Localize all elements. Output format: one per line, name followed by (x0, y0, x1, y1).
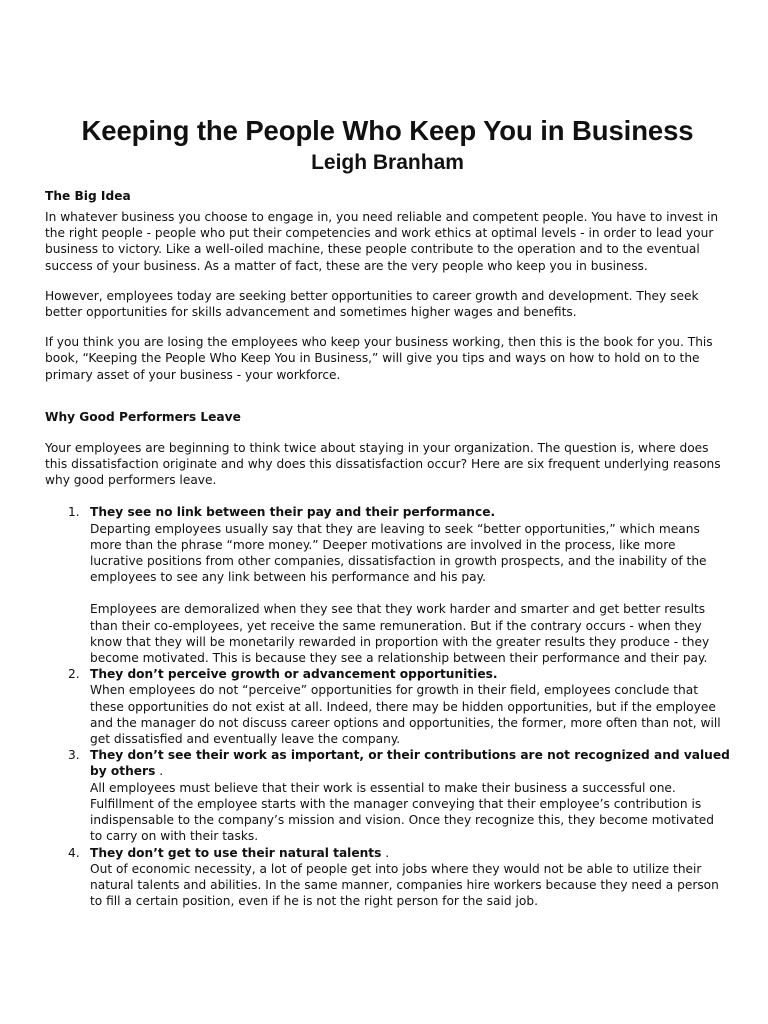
list-item-title-text: They don’t get to use their natural talents (90, 845, 382, 860)
list-item-body: Employees are demoralized when they see that they work harder and smarter and get better results than their co-employees, yet receive the same remuneration. But if the contrary occurs - when they know that they will be monetarily rewarded in proportion with the greater results they produce - they become motivated. This is because they see a relationship between their performance and their pay. (90, 602, 710, 666)
list-item (45, 504, 730, 666)
list-item-title (90, 845, 730, 861)
list-item-body: Out of economic necessity, a lot of people get into jobs where they would not be able to utilize their natural talents and abilities. In the same manner, companies hire workers because they need a person to fill a certain position, even if he is not the right person for the said job. (90, 861, 719, 909)
list-item-number: 4. (68, 845, 80, 860)
list-item-body: All employees must believe that their work is essential to make their business a successful one. Fulfillment of the employee starts with the manager conveying that their employee’s contribution is indispensable to the company’s mission and vision. Once they recognize this, they become motivated to carry on with their tasks. (90, 780, 714, 844)
big-idea-paragraph-1: In whatever business you choose to engage in, you need reliable and competent people. You have to invest in the right people - people who put their competencies and work ethics at optimal levels - in order to lead your business to victory. Like a well-oiled machine, these people contribute to the operation and to the eventual success of your business. As a matter of fact, these are the very people who keep you in business. (45, 210, 719, 273)
list-item-title-suffix: . (381, 845, 390, 860)
list-item-title-text: They don’t see their work as important, or their contributions are not recognized and valued by others (90, 748, 730, 779)
reasons-list (45, 504, 730, 909)
list-item-title-suffix: . (155, 764, 164, 779)
section-heading-big-idea: The Big Idea (45, 189, 131, 203)
document-title: Keeping the People Who Keep You in Business (81, 115, 694, 146)
list-item (45, 666, 730, 747)
big-idea-paragraph-3: If you think you are losing the employees who keep your business working, then this is the book for you. This book, “Keeping the People Who Keep You in Business,” will give you tips and ways on how to hold on to the primary asset of your business - your workforce. (45, 335, 713, 382)
list-item-number: 1. (68, 505, 80, 520)
list-item-body: When employees do not “perceive” opportunities for growth in their field, employees conclude that these opportunities do not exist at all. Indeed, there may be hidden opportunities, but if the employee and the manager do not discuss career options and opportunities, the former, more often than not, will get dissatisfied and eventually leave the company. (90, 683, 721, 747)
document-author: Leigh Branham (311, 151, 464, 174)
list-item-number: 3. (68, 748, 80, 763)
big-idea-paragraph-2: However, employees today are seeking better opportunities to career growth and development. They seek better opportunities for skills advancement and sometimes higher wages and benefits. (45, 288, 699, 320)
list-item-title: They see no link between their pay and their performance. (90, 505, 496, 520)
list-item (45, 845, 730, 910)
document-page (45, 112, 730, 909)
list-item-body: Departing employees usually say that they are leaving to seek “better opportunities,” which means more than the phrase “more money.” Deeper motivations are involved in the process, like more lucrative positions from other companies, dissatisfaction in growth prospects, and the inability of the employees to see any link between his performance and his pay. (90, 521, 707, 585)
list-item-title (90, 747, 730, 779)
list-item (45, 747, 730, 844)
list-item-number: 2. (68, 667, 80, 682)
why-leave-intro: Your employees are beginning to think twice about staying in your organization. The question is, where does this dissatisfaction originate and why does this dissatisfaction occur? Here are six frequent underlying reasons why good performers leave. (45, 440, 721, 488)
section-heading-why-leave: Why Good Performers Leave (45, 409, 241, 424)
list-item-title: They don’t perceive growth or advancement opportunities. (90, 667, 498, 682)
